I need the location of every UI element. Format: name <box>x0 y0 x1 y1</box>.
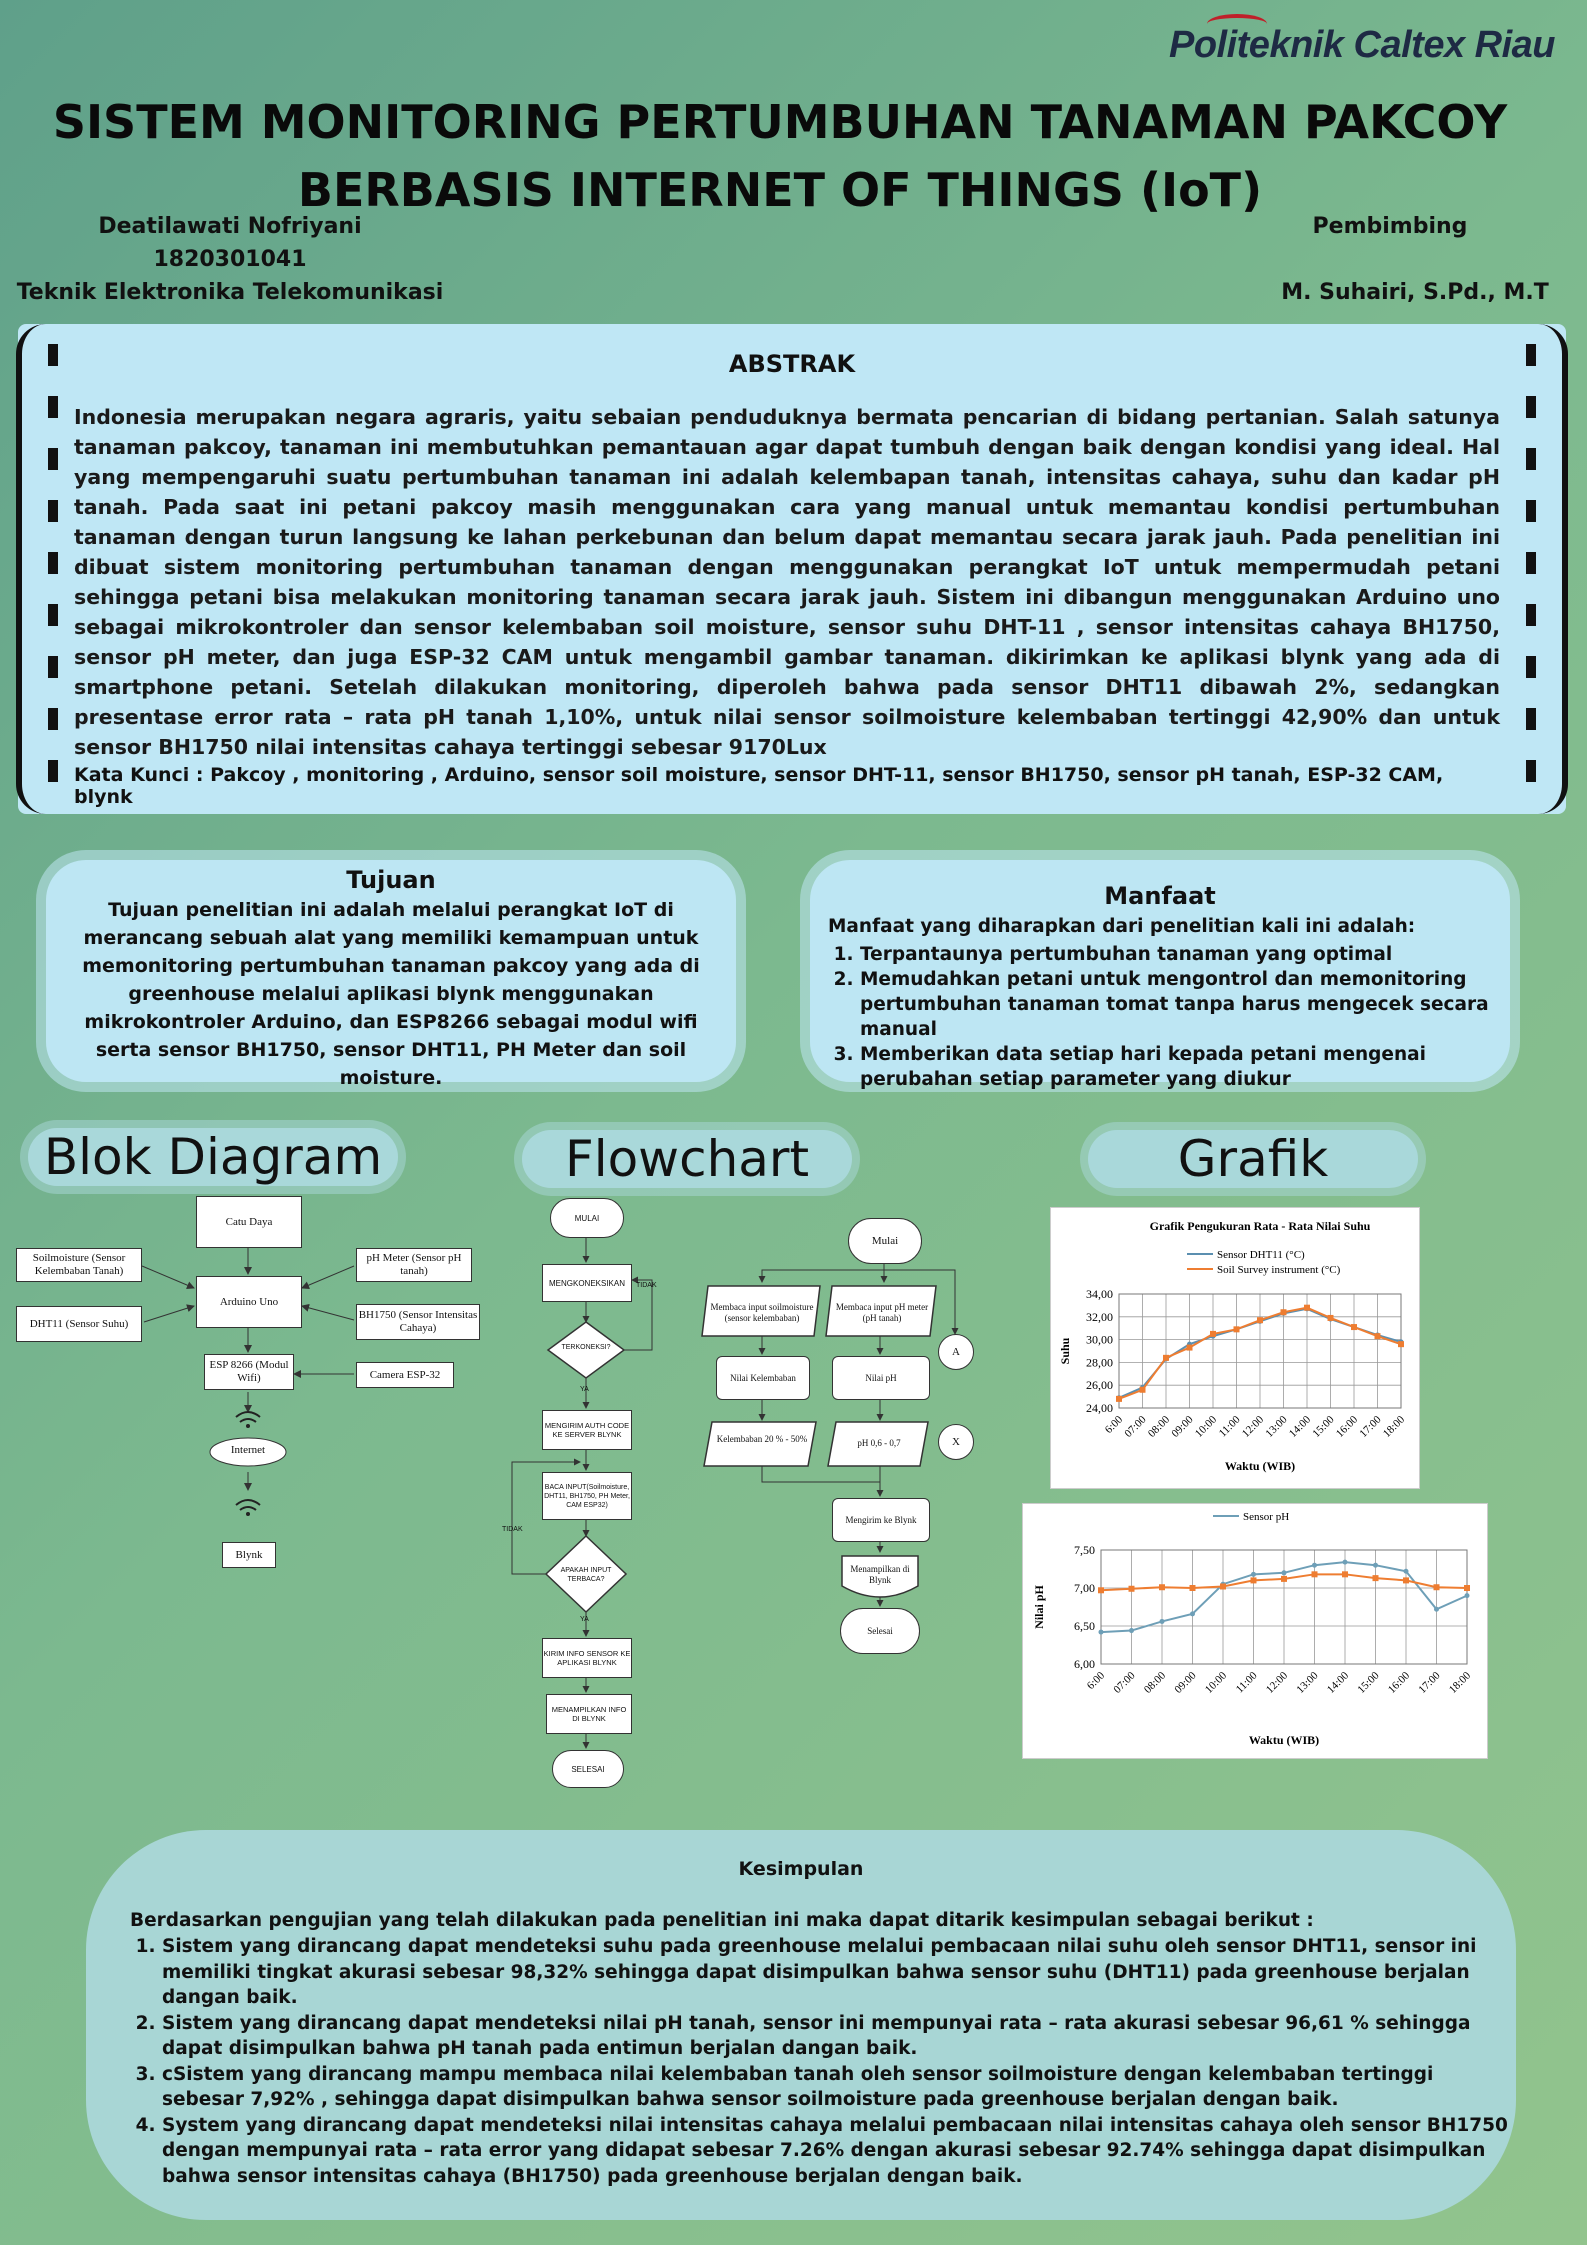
series-0-point <box>1373 1563 1378 1568</box>
soilmoisture-box: Soilmoisture (Sensor Kelembaban Tanah) <box>16 1248 142 1282</box>
x-tick-label: 12:00 <box>1239 1413 1267 1440</box>
series-0-point <box>1190 1611 1195 1616</box>
series-1-point <box>1140 1387 1146 1393</box>
list-item: 3. Memberikan data setiap hari kepada petani mengenai perubahan setiap parameter yang diukur <box>860 1042 1540 1092</box>
tujuan-title: Tujuan <box>346 866 436 894</box>
list-item: 3. cSistem yang dirancang mampu membaca nilai kelembaban tanah oleh sensor soilmoisture dengan kelembaban tertinggi sebesar 7,92% , sehingga dapat disimpulkan bahwa sensor soilmoisture pada greenhouse berjalan dengan baik. <box>162 2062 1512 2113</box>
series-1-point <box>1375 1333 1381 1339</box>
series-1-point <box>1129 1586 1135 1592</box>
x-tick-label: 11:00 <box>1216 1413 1243 1440</box>
tujuan-panel <box>46 860 736 1089</box>
series-1-point <box>1328 1315 1334 1321</box>
series-1-point <box>1251 1577 1257 1583</box>
author-block <box>10 210 450 309</box>
author-id: 1820301041 <box>153 247 307 272</box>
series-1-point <box>1351 1324 1357 1330</box>
legend-label: Sensor DHT11 (°C) <box>1217 1249 1305 1261</box>
temperature-chart-svg <box>1051 1208 1419 1488</box>
x-tick-label: 15:00 <box>1355 1669 1382 1696</box>
dashed-border-right <box>1526 344 1536 804</box>
x-tick-label: 6:00 <box>1084 1669 1108 1692</box>
ph-range-label: pH 0,6 - 0,7 <box>857 1438 901 1448</box>
x-tick-label: 13:00 <box>1263 1413 1290 1440</box>
series-1-point <box>1434 1584 1440 1590</box>
y-tick-label: 30,00 <box>1086 1332 1113 1347</box>
x-tick-label: 15:00 <box>1310 1413 1337 1440</box>
tujuan-text: Tujuan penelitian ini adalah melalui perangkat IoT di merancang sebuah alat yang memiliki kemampuan untuk memonitoring pertumbuhan tanaman pakcoy yang ada di greenhouse melalui aplikasi blynk menggunakan mikrokontroler Arduino, dan ESP8266 sebagai modul wifi serta sensor BH1750, sensor DHT11, PH Meter dan soil moisture. <box>82 899 700 1089</box>
x-tick-label: 07:00 <box>1122 1413 1149 1440</box>
x-axis-label: Waktu (WIB) <box>1224 1459 1296 1473</box>
panel-border-left <box>16 324 46 814</box>
y-tick-label: 7,00 <box>1074 1581 1095 1595</box>
no-label: TIDAK <box>636 1282 657 1289</box>
esp8266-box: ESP 8266 (Modul Wifi) <box>204 1354 294 1390</box>
x-tick-label: 13:00 <box>1294 1669 1321 1696</box>
x-tick-label: 10:00 <box>1192 1413 1220 1440</box>
internet-label: Internet <box>230 1444 266 1456</box>
poster-title <box>40 88 1520 224</box>
logo-text: Politeknik Caltex Riau <box>1168 24 1555 66</box>
manfaat-panel <box>810 860 1510 1090</box>
x-tick-label: 6:00 <box>1102 1413 1126 1436</box>
series-1-point <box>1098 1587 1104 1593</box>
conclusion-list <box>130 1934 1512 2189</box>
ph-chart <box>1022 1503 1488 1759</box>
series-0-point <box>1404 1569 1409 1574</box>
ph-chart-svg <box>1023 1504 1487 1758</box>
catu-daya-box: Catu Daya <box>196 1196 302 1248</box>
y-tick-label: 26,00 <box>1086 1378 1113 1393</box>
series-1-point <box>1281 1576 1287 1582</box>
wifi-icon <box>236 1500 260 1516</box>
nilai-kelembaban-step: Nilai Kelembaban <box>716 1356 810 1400</box>
display-info-step: MENAMPILKAN INFO DI BLYNK <box>546 1694 632 1734</box>
series-1-point <box>1187 1345 1193 1351</box>
series-1-point <box>1464 1585 1470 1591</box>
read-ph-label: Membaca input pH meter (pH tanah) <box>835 1302 929 1323</box>
advisor-name: M. Suhairi, S.Pd., M.T <box>1281 280 1549 305</box>
y-tick-label: 6,50 <box>1074 1619 1095 1633</box>
x-tick-label: 09:00 <box>1172 1669 1199 1696</box>
y-tick-label: 7,50 <box>1074 1543 1095 1557</box>
list-item: 2. Memudahkan petani untuk mengontrol dan memonitoring pertumbuhan tanaman tomat tanpa harus mengecek secara manual <box>860 967 1540 1042</box>
blynk-box: Blynk <box>222 1542 276 1568</box>
send-info-step: KIRIM INFO SENSOR KE APLIKASI BLYNK <box>542 1638 632 1678</box>
wifi-icon <box>236 1412 260 1428</box>
legend-label: Sensor pH <box>1243 1511 1290 1523</box>
x-tick-label: 14:00 <box>1324 1669 1352 1696</box>
x-tick-label: 09:00 <box>1169 1413 1196 1440</box>
series-0-point <box>1160 1619 1165 1624</box>
connector-a: A <box>938 1334 974 1370</box>
author-name: Deatilawati Nofriyani <box>98 214 362 239</box>
x-tick-label: 10:00 <box>1202 1669 1230 1696</box>
send-blynk-step: Mengirim ke Blynk <box>832 1498 930 1542</box>
start-terminal: MULAI <box>550 1198 624 1238</box>
y-tick-label: 34,00 <box>1086 1287 1113 1301</box>
y-tick-label: 6,00 <box>1074 1657 1095 1671</box>
dashed-border-left <box>48 344 58 804</box>
nilai-ph-step: Nilai pH <box>832 1356 930 1400</box>
decision-terkoneksi-label: TERKONEKSI? <box>561 1344 611 1351</box>
list-item: 1. Sistem yang dirancang dapat mendeteksi suhu pada greenhouse melalui pembacaan nilai suhu oleh sensor DHT11, sensor ini memiliki tingkat akurasi sebesar 98,32% sehingga dapat disimpulkan bahwa sensor suhu (DHT11) pada greenhouse berjalan dangan baik. <box>162 1934 1512 2011</box>
section-heading-grafik: Grafik <box>1088 1130 1418 1188</box>
series-1-point <box>1342 1571 1348 1577</box>
arduino-uno-box: Arduino Uno <box>196 1276 302 1328</box>
read-soil-label: Membaca input soilmoisture (sensor kelembaban) <box>710 1302 814 1323</box>
chart-title: Grafik Pengukuran Rata - Rata Nilai Suhu <box>1149 1219 1371 1233</box>
bh1750-box: BH1750 (Sensor Intensitas Cahaya) <box>356 1304 480 1340</box>
kel-range-label: Kelembaban 20 % - 50% <box>716 1434 808 1444</box>
x-tick-label: 08:00 <box>1141 1669 1169 1696</box>
connect-step: MENGKONEKSIKAN <box>542 1264 632 1302</box>
x-tick-label: 08:00 <box>1145 1413 1173 1440</box>
abstract-keywords: Kata Kunci : Pakcoy , monitoring , Arduino, sensor soil moisture, sensor DHT-11, sensor BH1750, sensor pH tanah, ESP-32 CAM, blynk <box>74 764 1444 808</box>
series-1-point <box>1373 1575 1379 1581</box>
author-program: Teknik Elektronika Telekomunikasi <box>16 280 444 305</box>
y-axis-label: Nilai pH <box>1032 1585 1046 1629</box>
series-1-point <box>1398 1341 1404 1347</box>
end-terminal: SELESAI <box>552 1750 624 1788</box>
series-0-point <box>1251 1572 1256 1577</box>
series-1-point <box>1257 1317 1263 1323</box>
sensor-end-terminal: Selesai <box>840 1608 920 1654</box>
x-tick-label: 11:00 <box>1233 1669 1260 1696</box>
x-tick-label: 16:00 <box>1385 1669 1413 1696</box>
auth-step: MENGIRIM AUTH CODE KE SERVER BLYNK <box>542 1410 632 1450</box>
read-input-step: BACA INPUT(Soilmoisture, DHT11, BH1750, PH Meter, CAM ESP32) <box>542 1472 632 1520</box>
series-0-point <box>1343 1560 1348 1565</box>
series-1-point <box>1281 1309 1287 1315</box>
x-tick-label: 16:00 <box>1333 1413 1361 1440</box>
yes-label: YA <box>580 1386 589 1393</box>
conclusion-intro: Berdasarkan pengujian yang telah dilakukan pada penelitian ini maka dapat ditarik kesimpulan sebagai berikut : <box>130 1910 1314 1931</box>
flowchart-main <box>500 1190 680 1800</box>
title-line-2: BERBASIS INTERNET OF THINGS (IoT) <box>297 163 1263 217</box>
x-tick-label: 12:00 <box>1263 1669 1291 1696</box>
conclusion-panel <box>86 1830 1516 2220</box>
section-heading-blok-diagram: Blok Diagram <box>28 1128 398 1186</box>
legend-label: Soil Survey instrument (°C) <box>1217 1264 1341 1276</box>
series-1-point <box>1210 1331 1216 1337</box>
x-tick-label: 17:00 <box>1416 1669 1443 1696</box>
series-1-point <box>1403 1577 1409 1583</box>
series-1-point <box>1234 1326 1240 1332</box>
x-tick-label: 18:00 <box>1446 1669 1474 1696</box>
conclusion-title: Kesimpulan <box>738 1858 864 1880</box>
connector-x: X <box>938 1424 974 1460</box>
series-1-point <box>1159 1584 1165 1590</box>
list-item: 1. Terpantaunya pertumbuhan tanaman yang optimal <box>860 942 1540 967</box>
dht11-box: DHT11 (Sensor Suhu) <box>16 1306 142 1342</box>
temperature-chart <box>1050 1207 1420 1489</box>
camera-esp32-box: Camera ESP-32 <box>356 1362 454 1388</box>
institution-logo <box>1169 24 1555 67</box>
series-1-point <box>1163 1355 1169 1361</box>
series-1-point <box>1190 1585 1196 1591</box>
series-1-point <box>1116 1396 1122 1402</box>
no-label: TIDAK <box>502 1526 523 1533</box>
x-tick-label: 07:00 <box>1111 1669 1138 1696</box>
x-tick-label: 14:00 <box>1286 1413 1314 1440</box>
logo-swoosh <box>1207 14 1267 34</box>
sensor-start-terminal: Mulai <box>848 1218 922 1264</box>
list-item: 4. System yang dirancang dapat mendeteksi nilai intensitas cahaya melalui pembacaan nilai intensitas cahaya oleh sensor BH1750 dengan mempunyai rata – rata error yang didapat sebesar 7.26% dengan akurasi sebesar 92.74% sehingga dapat disimpulkan bahwa sensor intensitas cahaya (BH1750) pada greenhouse berjalan dengan baik. <box>162 2113 1512 2190</box>
manfaat-title: Manfaat <box>1104 882 1216 910</box>
manfaat-list <box>828 942 1540 1092</box>
section-heading-flowchart: Flowchart <box>522 1130 852 1188</box>
series-0-point <box>1099 1630 1104 1635</box>
title-line-1: SISTEM MONITORING PERTUMBUHAN TANAMAN PAKCOY <box>52 95 1508 149</box>
y-tick-label: 32,00 <box>1086 1309 1113 1324</box>
abstract-body: Indonesia merupakan negara agraris, yaitu sebaian penduduknya bermata pencarian di bidang pertanian. Salah satunya tanaman pakcoy, tanaman ini membutuhkan pemantauan agar dapat tumbuh dengan baik dengan kondisi yang ideal. Hal yang mempengaruhi suatu pertumbuhan tanaman ini adalah kelembapan tanah, intensitas cahaya, suhu dan kadar pH tanah. Pada saat ini petani pakcoy masih menggunakan cara yang manual untuk memantau kondisi pertumbuhan tanaman dengan turun langsung ke lahan perkebunan dan belum dapat memantau secara jarak jauh. Pada penelitian ini dibuat sistem monitoring pertumbuhan tanaman dengan menggunakan perangkat IoT untuk mempermudah petani sehingga petani bisa melakukan monitoring tanaman secara jarak jauh. Sistem ini dibangun menggunakan Arduino uno sebagai mikrokontroler dan sensor kelembaban soil moisture, sensor suhu DHT-11 , sensor intensitas cahaya BH1750, sensor pH meter, dan juga ESP-32 CAM untuk mengambil gambar tanaman. dikirimkan ke aplikasi blynk yang ada di smartphone petani. Setelah dilakukan monitoring, diperoleh bahwa pada sensor DHT11 dibawah 2%, sedangkan presentase error rata – rata pH tanah 1,10%, untuk nilai sensor soilmoisture kelembaban tertinggi 42,90% dan untuk sensor BH1750 nilai intensitas cahaya tertinggi sebesar 9170Lux <box>74 405 1500 759</box>
x-tick-label: 17:00 <box>1357 1413 1384 1440</box>
series-1-point <box>1312 1571 1318 1577</box>
series-0-point <box>1312 1563 1317 1568</box>
list-item: 2. Sistem yang dirancang dapat mendeteksi nilai pH tanah, sensor ini mempunyai rata – rata akurasi sebesar 96,61 % sehingga dapat disimpulkan bahwa pH tanah pada entimun berjalan dangan baik. <box>162 2011 1512 2062</box>
y-axis-label: Suhu <box>1058 1337 1072 1365</box>
manfaat-intro: Manfaat yang diharapkan dari penelitian kali ini adalah: <box>828 916 1416 937</box>
series-1-point <box>1304 1305 1310 1311</box>
panel-border-right <box>1538 324 1568 814</box>
series-0-point <box>1129 1628 1134 1633</box>
abstract-title: ABSTRAK <box>728 350 856 378</box>
ph-meter-box: pH Meter (Sensor pH tanah) <box>356 1248 472 1282</box>
flowchart-sensor <box>680 1212 990 1672</box>
series-1-point <box>1220 1583 1226 1589</box>
x-tick-label: 18:00 <box>1380 1413 1408 1440</box>
abstract-panel <box>18 324 1566 814</box>
y-tick-label: 24,00 <box>1086 1401 1113 1415</box>
y-tick-label: 28,00 <box>1086 1355 1113 1370</box>
display-blynk-label: Menampilkan di Blynk <box>850 1564 910 1585</box>
x-axis-label: Waktu (WIB) <box>1248 1733 1320 1747</box>
advisor-label: Pembimbing <box>1312 214 1468 239</box>
yes-label: YA <box>580 1616 589 1623</box>
block-diagram <box>0 1190 500 1590</box>
decision-input-label: APAKAH INPUT TERBACA? <box>560 1567 612 1583</box>
series-0-point <box>1282 1570 1287 1575</box>
series-0-point <box>1434 1607 1439 1612</box>
series-0-point <box>1465 1593 1470 1598</box>
